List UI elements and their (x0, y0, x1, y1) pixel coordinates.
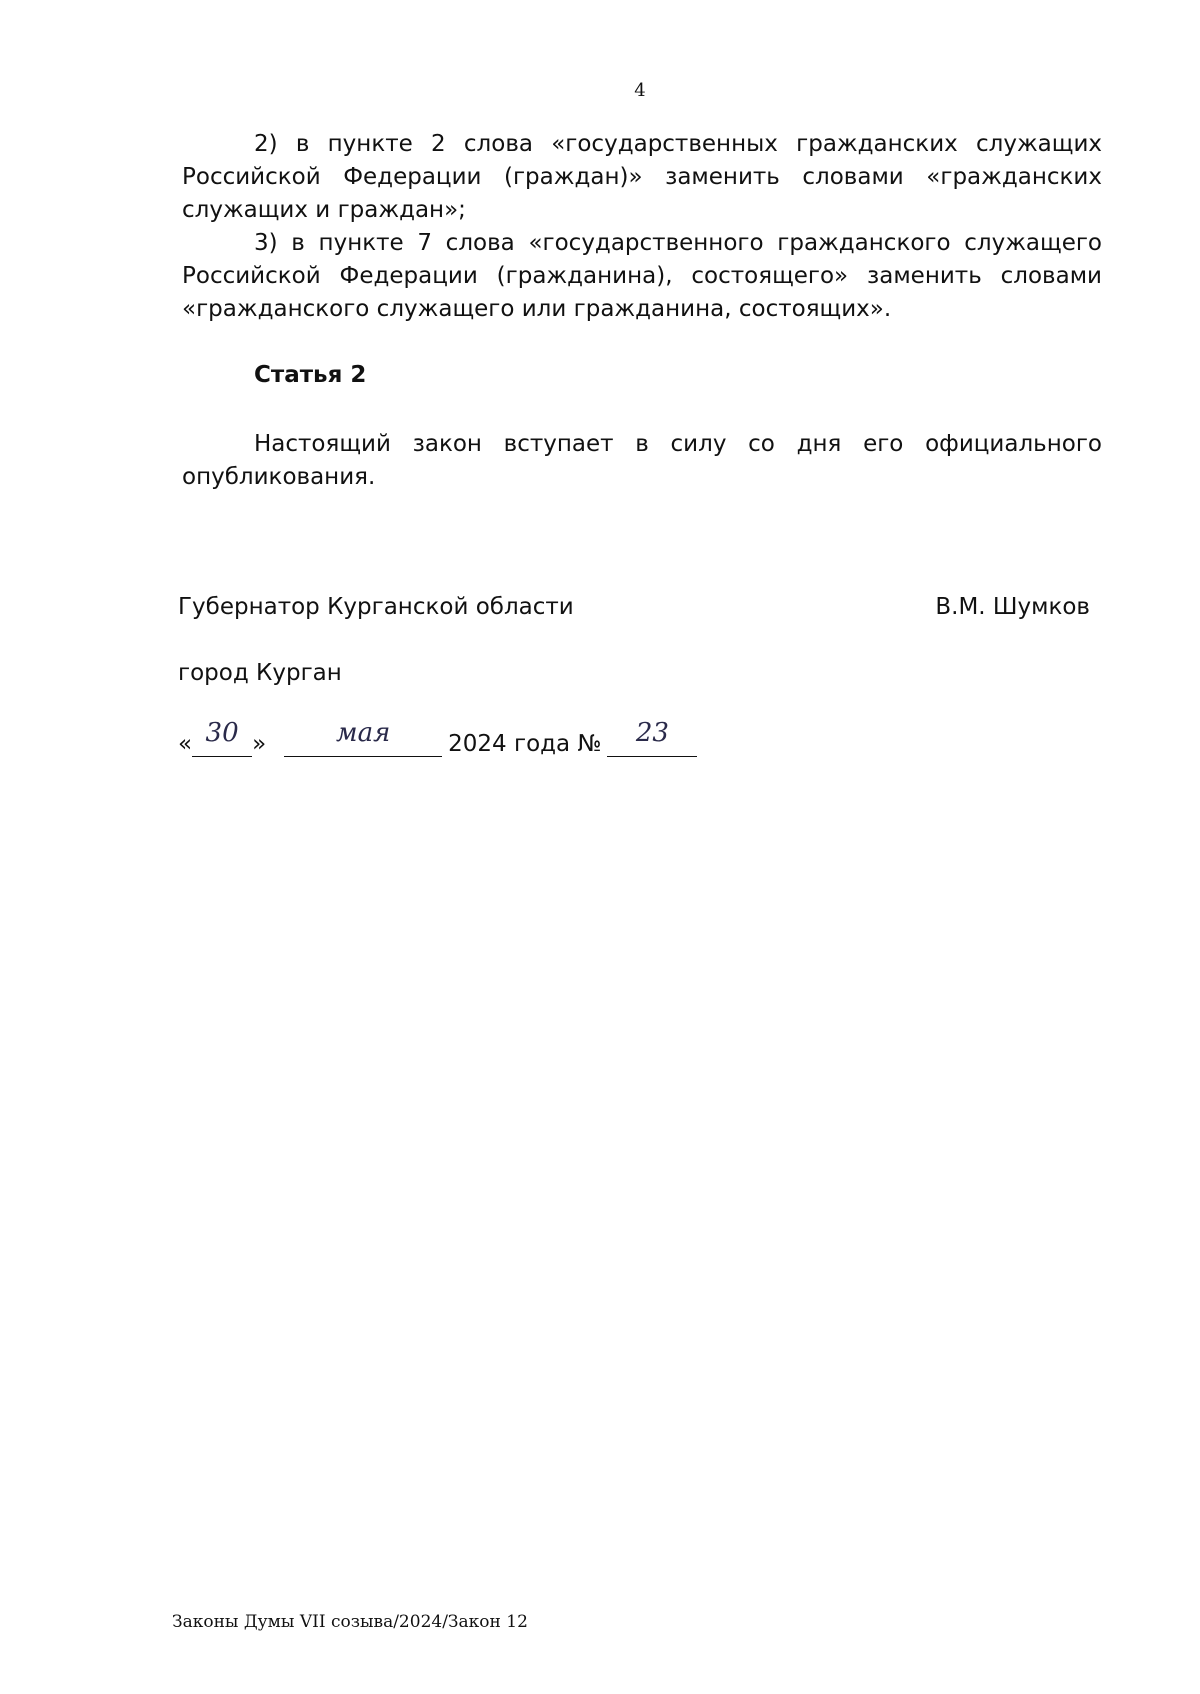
handwritten-month: мая (336, 718, 391, 748)
open-quote: « (178, 731, 193, 757)
date-line (178, 718, 697, 757)
month-blank (284, 718, 442, 757)
paragraph-item-3: 3) в пункте 7 слова «государственного гражданского служащего Российской Федерации (гражданина), состоящего» заменить словами «гражданского служащего или гражданина, состоящих». (182, 230, 1102, 322)
signature-block (178, 594, 1090, 620)
paragraph-item-2: 2) в пункте 2 слова «государственных гражданских служащих Российской Федерации (граждан)» заменить словами «гражданских служащих и граждан»; (182, 131, 1102, 223)
year-text: 2024 года № (448, 731, 602, 757)
article-2-text: Настоящий закон вступает в силу со дня его официального опубликования. (182, 431, 1102, 490)
number-blank (607, 718, 697, 757)
handwritten-day: 30 (205, 718, 239, 748)
close-quote: » (252, 731, 267, 757)
article-2-heading: Статья 2 (254, 362, 367, 388)
signatory-name: В.М. Шумков (935, 594, 1090, 620)
handwritten-number: 23 (635, 718, 669, 748)
footer-reference: Законы Думы VII созыва/2024/Закон 12 (172, 1612, 528, 1632)
day-blank (192, 718, 252, 757)
city-line: город Курган (178, 660, 342, 686)
signatory-position: Губернатор Курганской области (178, 594, 574, 620)
page-number: 4 (634, 80, 646, 101)
